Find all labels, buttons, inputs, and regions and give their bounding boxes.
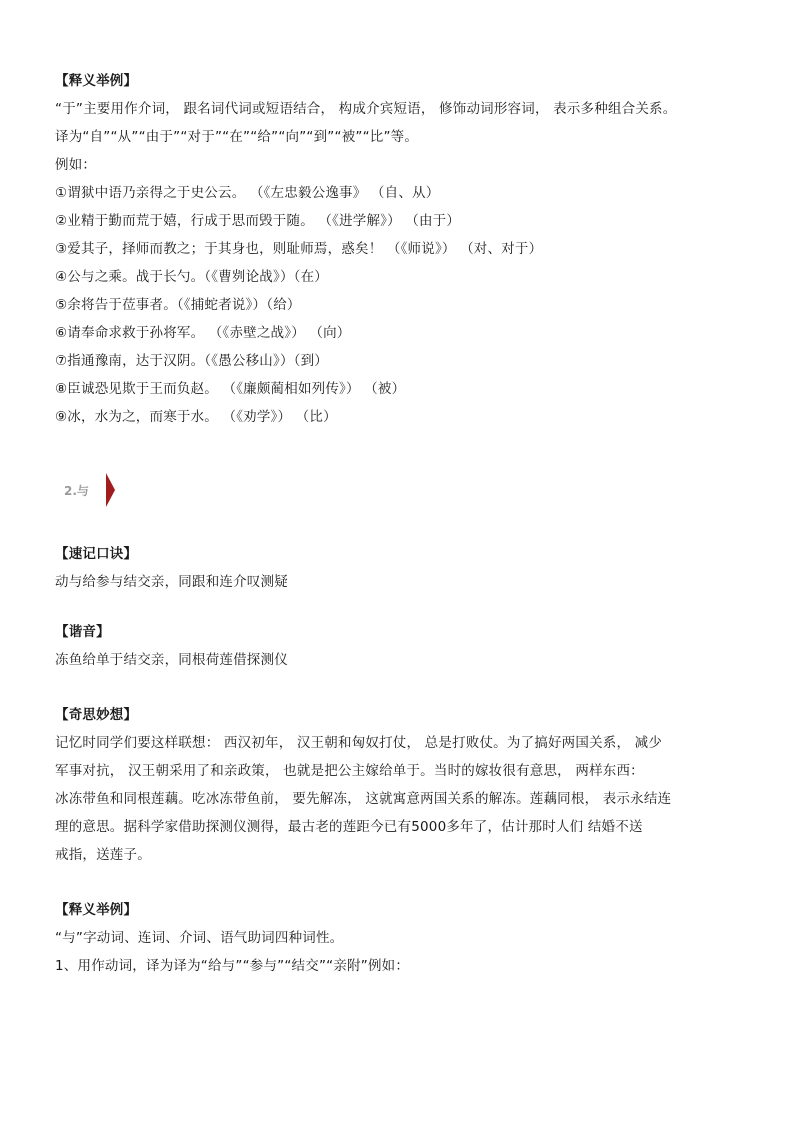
section-number: 2.与 — [64, 483, 89, 498]
example-item: ⑤余将告于莅事者。（《捕蛇者说》）（给） — [55, 297, 301, 313]
meaning-line: “与”字动词、连词、介词、语气助词四种词性。 — [55, 930, 344, 946]
chevron-right-icon — [106, 473, 115, 507]
homophone-text: 冻鱼给单于结交亲，同根荷莲借探测仪 — [55, 652, 288, 668]
example-item: ⑥请奉命求救于孙将军。 （《赤壁之战》） （向） — [55, 325, 351, 341]
idea-line: 军事对抗， 汉王朝采用了和亲政策， 也就是把公主嫁给单于。当时的嫁妆很有意思， 两样东西： — [55, 763, 644, 779]
section-heading-mnemonic: 【速记口诀】 — [55, 546, 138, 562]
example-item: ⑨冰，水为之，而寒于水。 （《劝学》） （比） — [55, 409, 337, 425]
section-heading-idea: 【奇思妙想】 — [55, 707, 138, 723]
idea-line: 理的意思。据科学家借助探测仪测得，最古老的莲距今已有5000多年了，估计那时人们 结婚不送 — [55, 819, 643, 835]
idea-line: 冰冻带鱼和同根莲藕。吃冰冻带鱼前， 要先解冻， 这就寓意两国关系的解冻。莲藕同根， 表示永结连 — [55, 791, 672, 807]
meaning-line: 1、用作动词，译为译为“给与”“参与”“结交”“亲附”例如： — [55, 958, 410, 974]
idea-line: 记忆时同学们要这样联想： 西汉初年， 汉王朝和匈奴打仗， 总是打败仗。为了搞好两国关系， 减少 — [55, 735, 663, 751]
mnemonic-text: 动与给参与结交亲，同跟和连介叹测疑 — [55, 574, 288, 590]
section-heading-homophone: 【谐音】 — [55, 624, 110, 640]
section-heading-meaning: 【释义举例】 — [55, 73, 138, 89]
examples-intro: 例如： — [55, 157, 97, 173]
idea-line: 戒指，送莲子。 — [55, 847, 151, 863]
example-item: ③爱其子，择师而教之；于其身也，则耻师焉，惑矣！ （《师说》） （对、对于） — [55, 241, 543, 257]
section-heading-meaning-2: 【释义举例】 — [55, 902, 138, 918]
example-item: ④公与之乘。战于长勺。（《曹刿论战》）（在） — [55, 269, 329, 285]
example-item: ⑦指通豫南，达于汉阴。（《愚公移山》）（到） — [55, 353, 329, 369]
paragraph-line: “于”主要用作介词， 跟名词代词或短语结合， 构成介宾短语， 修饰动词形容词， 表示多种组合关系。 — [55, 101, 677, 117]
section-marker — [64, 478, 99, 502]
example-item: ①谓狱中语乃亲得之于史公云。 （《左忠毅公逸事》 （自、从） — [55, 185, 440, 201]
example-item: ②业精于勤而荒于嬉，行成于思而毁于随。 （《进学解》） （由于） — [55, 213, 461, 229]
paragraph-line: 译为“自”“从”“由于”“对于”“在”“给”“向”“到”“被”“比”等。 — [55, 129, 419, 145]
example-item: ⑧臣诚恐见欺于王而负赵。 （《廉颇蔺相如列传》） （被） — [55, 381, 406, 397]
